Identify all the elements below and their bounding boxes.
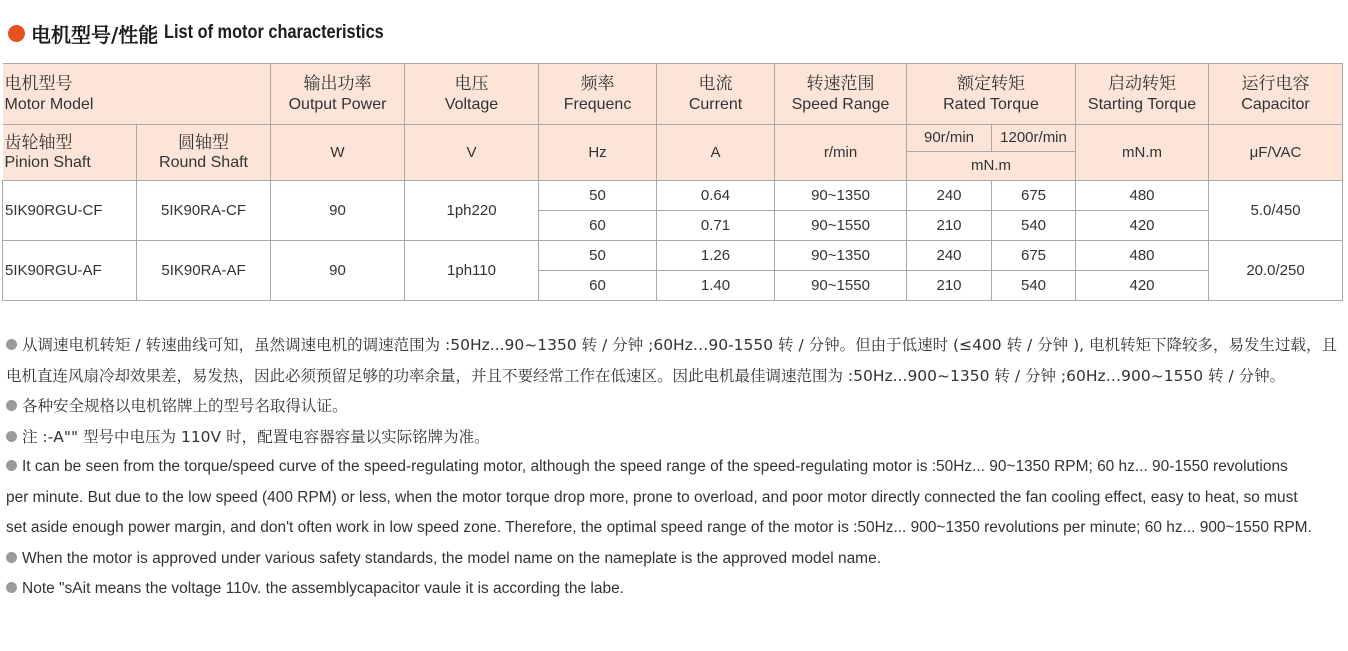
current-cell: 0.71 <box>657 211 775 241</box>
power-cell: 90 <box>271 181 405 241</box>
header-voltage: 电压 Voltage <box>405 64 539 125</box>
unit-voltage: V <box>405 125 539 181</box>
torque-1200-cell: 540 <box>992 271 1076 301</box>
note-zh-2: 各种安全规格以电机铭牌上的型号名取得认证。 <box>6 391 1344 422</box>
pinion-model-cell: 5IK90RGU-AF <box>3 241 137 301</box>
torque-90-cell: 210 <box>907 211 992 241</box>
header-frequency: 频率 Frequenc <box>539 64 657 125</box>
torque-90-cell: 240 <box>907 241 992 271</box>
torque-1200-cell: 540 <box>992 211 1076 241</box>
header-round-shaft: 圆轴型 Round Shaft <box>137 125 271 181</box>
rated-1200-label: 1200r/min <box>992 125 1076 152</box>
capacitor-cell: 5.0/450 <box>1209 181 1343 241</box>
note-en-2: When the motor is approved under various safety standards, the model name on the nameplate is the approved model name. <box>6 544 1344 575</box>
voltage-cell: 1ph220 <box>405 181 539 241</box>
speed-cell: 90~1550 <box>775 271 907 301</box>
table-row <box>3 241 1343 271</box>
unit-current: A <box>657 125 775 181</box>
unit-power: W <box>271 125 405 181</box>
note-en-1: It can be seen from the torque/speed curve of the speed-regulating motor, although the speed range of the speed-regulating motor is :50Hz... 90~1350 RPM; 60 hz... 90-1550 revolutions per minute. But due to the low speed (400 RPM) or less, when the motor torque drop more, prone to overload, and poor motor directly connected the fan cooling effect, easy to heat, so must set aside enough power margin, and don't often work in low speed zone. Therefore, the optimal speed range of the motor is :50Hz... 900~1350 revolutions per minute; 60 hz... 900~1550 RPM. <box>6 458 1312 536</box>
unit-starting-torque: mN.m <box>1076 125 1209 181</box>
header-speed-range: 转速范围 Speed Range <box>775 64 907 125</box>
speed-cell: 90~1350 <box>775 181 907 211</box>
speed-cell: 90~1550 <box>775 211 907 241</box>
note-zh-1: 从调速电机转矩 / 转速曲线可知，虽然调速电机的调速范围为 :50Hz...90~1350 转 / 分钟 ;60Hz…90-1550 转 / 分钟。但由于低速时 (≤400 转 / 分钟 ), 电机转矩下降较多，易发生过载，且电机直连风扇冷却效果差，易发热，因此必须预留足够的功率余量，并且不要经常工作在低速区。因此电机最佳调速范围为 :50Hz...900~1350 转 / 分钟 ;60Hz…900~1550 转 / 分钟。 <box>6 336 1337 385</box>
section-title <box>8 18 420 48</box>
header-rated-torque: 额定转矩 Rated Torque <box>907 64 1076 125</box>
starting-torque-cell: 480 <box>1076 241 1209 271</box>
header-row-1 <box>3 64 1343 125</box>
hz-cell: 50 <box>539 181 657 211</box>
starting-torque-cell: 420 <box>1076 271 1209 301</box>
notes-section <box>6 330 1344 605</box>
capacitor-cell: 20.0/250 <box>1209 241 1343 301</box>
unit-speed: r/min <box>775 125 907 181</box>
round-model-cell: 5IK90RA-CF <box>137 181 271 241</box>
header-motor-model: 电机型号 Motor Model <box>3 64 271 125</box>
torque-1200-cell: 675 <box>992 241 1076 271</box>
torque-90-cell: 210 <box>907 271 992 301</box>
round-model-cell: 5IK90RA-AF <box>137 241 271 301</box>
bullet-icon <box>6 552 17 563</box>
pinion-model-cell: 5IK90RGU-CF <box>3 181 137 241</box>
starting-torque-cell: 420 <box>1076 211 1209 241</box>
motor-spec-table <box>2 63 1343 301</box>
speed-cell: 90~1350 <box>775 241 907 271</box>
rated-90-label: 90r/min <box>907 125 992 152</box>
note-en-3: Note "sAit means the voltage 110v. the assemblycapacitor vaule it is according the labe. <box>6 574 1344 605</box>
current-cell: 1.26 <box>657 241 775 271</box>
bullet-icon <box>6 460 17 471</box>
hz-cell: 60 <box>539 271 657 301</box>
orange-dot-icon <box>8 25 25 42</box>
header-pinion-shaft: 齿轮轴型 Pinion Shaft <box>3 125 137 181</box>
note-zh-3: 注 :-A"" 型号中电压为 110V 时，配置电容器容量以实际铭牌为准。 <box>6 422 1344 453</box>
bullet-icon <box>6 582 17 593</box>
bullet-icon <box>6 339 17 350</box>
unit-capacitor: μF/VAC <box>1209 125 1343 181</box>
hz-cell: 60 <box>539 211 657 241</box>
title-en: List of motor characteristics <box>164 22 385 43</box>
header-current: 电流 Current <box>657 64 775 125</box>
torque-1200-cell: 675 <box>992 181 1076 211</box>
unit-rated-torque: mN.m <box>907 152 1076 181</box>
header-capacitor: 运行电容 Capacitor <box>1209 64 1343 125</box>
title-zh: 电机型号/性能 <box>31 22 159 47</box>
current-cell: 0.64 <box>657 181 775 211</box>
starting-torque-cell: 480 <box>1076 181 1209 211</box>
header-starting-torque: 启动转矩 Starting Torque <box>1076 64 1209 125</box>
table-row <box>3 181 1343 211</box>
bullet-icon <box>6 431 17 442</box>
header-output-power: 输出功率 Output Power <box>271 64 405 125</box>
header-row-2 <box>3 125 1343 152</box>
power-cell: 90 <box>271 241 405 301</box>
current-cell: 1.40 <box>657 271 775 301</box>
torque-90-cell: 240 <box>907 181 992 211</box>
bullet-icon <box>6 400 17 411</box>
voltage-cell: 1ph110 <box>405 241 539 301</box>
unit-frequency: Hz <box>539 125 657 181</box>
hz-cell: 50 <box>539 241 657 271</box>
